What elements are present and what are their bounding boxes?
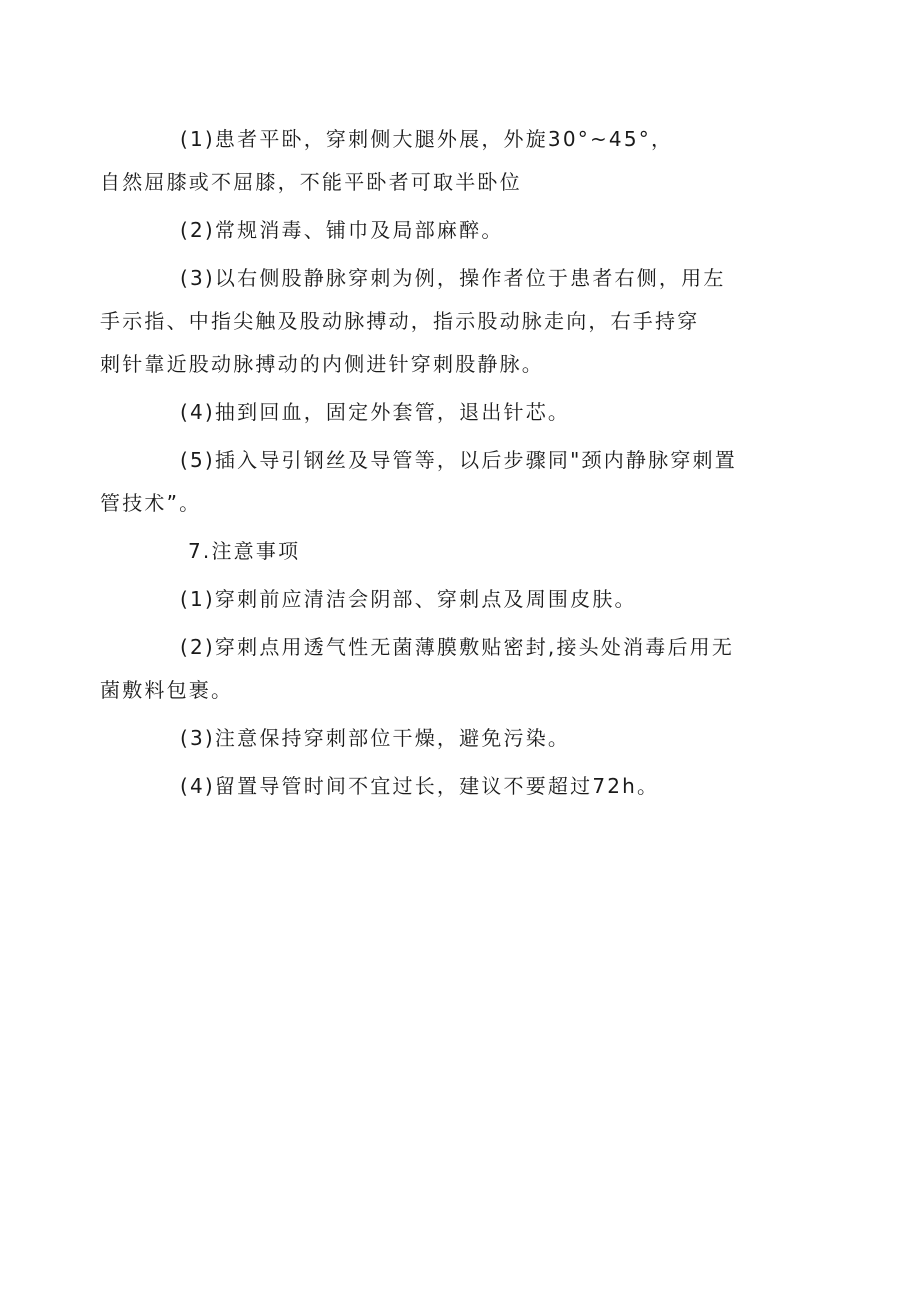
section-heading-precautions (140, 530, 790, 573)
procedure-step-5 (100, 439, 790, 525)
text-line: (4)留置导管时间不宜过长，建议不要超过72h。 (180, 774, 660, 798)
text-line: (3)注意保持穿刺部位干燥，避免污染。 (180, 726, 571, 750)
text-line: 刺针靠近股动脉搏动的内侧进针穿刺股静脉。 (100, 352, 544, 376)
precaution-3 (140, 717, 790, 760)
procedure-step-1 (100, 118, 790, 204)
text-line: 自然屈膝或不屈膝，不能平卧者可取半卧位 (100, 170, 522, 194)
text-line: (2)穿刺点用透气性无菌薄膜敷贴密封,接头处消毒后用无 (180, 635, 735, 659)
text-line: (3)以右侧股静脉穿刺为例，操作者位于患者右侧，用左 (180, 266, 726, 290)
text-line: (4)抽到回血，固定外套管，退出针芯。 (180, 400, 571, 424)
procedure-step-2 (140, 209, 790, 252)
heading-text: 7.注意事项 (188, 539, 301, 563)
text-line: (1)患者平卧，穿刺侧大腿外展，外旋30°~45°， (180, 127, 674, 151)
procedure-step-4 (140, 391, 790, 434)
precaution-1 (140, 578, 790, 621)
text-line: 手示指、中指尖触及股动脉搏动，指示股动脉走向，右手持穿 (100, 309, 700, 333)
precaution-4 (140, 765, 790, 808)
text-line: 管技术”。 (100, 491, 202, 515)
document-body (100, 118, 790, 813)
text-line: (1)穿刺前应清洁会阴部、穿刺点及周围皮肤。 (180, 587, 637, 611)
procedure-step-3 (100, 257, 790, 386)
text-line: 菌敷料包裹。 (100, 678, 234, 702)
text-line: (2)常规消毒、铺巾及局部麻醉。 (180, 218, 504, 242)
precaution-2 (100, 626, 790, 712)
text-line: (5)插入导引钢丝及导管等，以后步骤同"颈内静脉穿刺置 (180, 448, 737, 472)
